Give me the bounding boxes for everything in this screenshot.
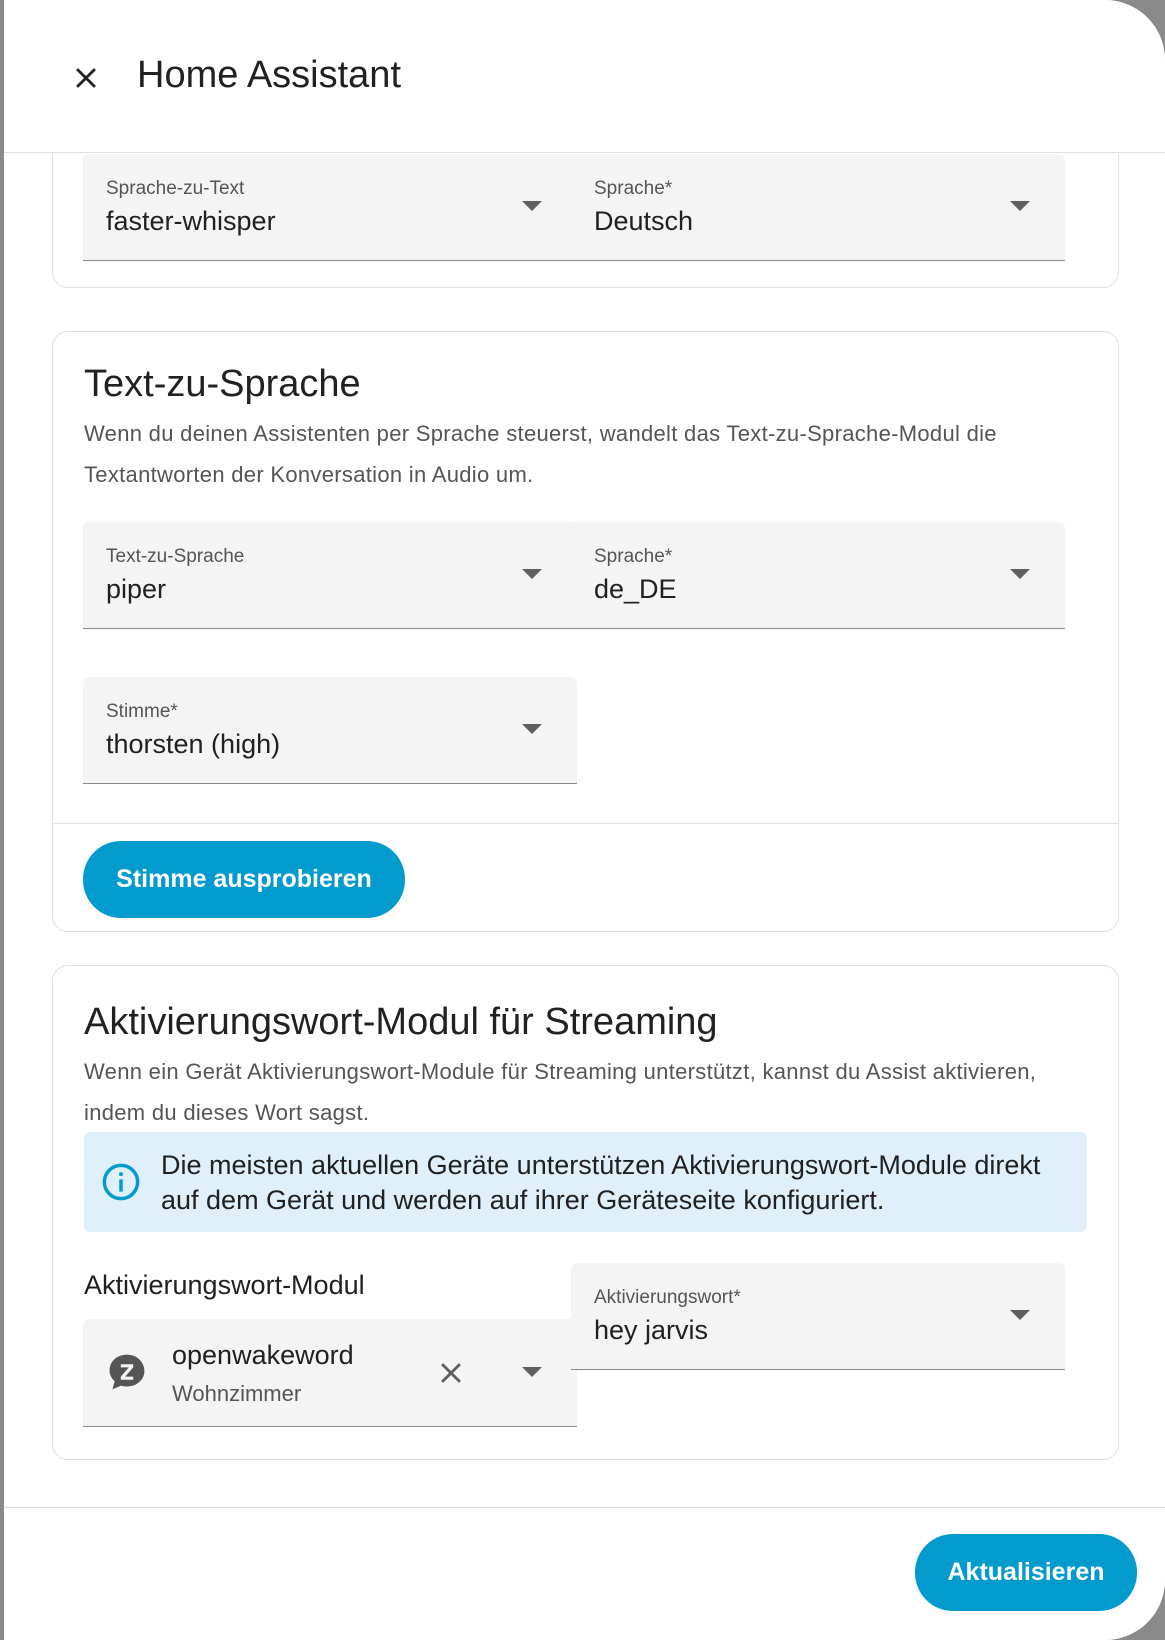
tts-voice-select[interactable] — [83, 677, 577, 784]
field-label: Stimme* — [106, 701, 178, 722]
dialog-title: Home Assistant — [137, 54, 401, 96]
chevron-down-icon — [1010, 1310, 1030, 1320]
try-voice-button[interactable]: Stimme ausprobieren — [83, 841, 405, 918]
dialog-content[interactable] — [4, 153, 1165, 1507]
field-label: Text-zu-Sprache — [106, 546, 245, 567]
chevron-down-icon — [522, 1367, 542, 1377]
tts-language-select[interactable] — [571, 522, 1065, 629]
info-text: Die meisten aktuellen Geräte unterstützen Aktivierungswort-Module direkt auf dem Gerät und werden auf ihrer Geräteseite konfiguriert. — [161, 1150, 1041, 1215]
field-label: Sprache-zu-Text — [106, 178, 245, 199]
chevron-down-icon — [1010, 201, 1030, 211]
dialog-footer — [4, 1507, 1165, 1640]
field-label: Sprache* — [594, 546, 673, 567]
section-title: Text-zu-Sprache — [84, 363, 361, 405]
tts-engine-select[interactable] — [83, 522, 577, 629]
chevron-down-icon — [1010, 569, 1030, 579]
field-value: thorsten (high) — [106, 729, 281, 759]
wake-word-card — [52, 965, 1119, 1460]
field-label: Sprache* — [594, 178, 673, 199]
field-label: Aktivierungswort* — [594, 1287, 741, 1308]
chevron-down-icon — [522, 724, 542, 734]
field-value: faster-whisper — [106, 206, 276, 236]
wake-module-area: Wohnzimmer — [172, 1381, 302, 1406]
wake-module-heading: Aktivierungswort-Modul — [84, 1270, 365, 1300]
update-button[interactable]: Aktualisieren — [915, 1534, 1137, 1611]
stt-engine-select[interactable] — [83, 154, 577, 261]
divider — [53, 823, 1118, 824]
close-button[interactable] — [58, 50, 114, 106]
wake-module-select[interactable] — [83, 1319, 577, 1427]
field-value: hey jarvis — [594, 1315, 709, 1345]
wake-word-select[interactable] — [571, 1263, 1065, 1370]
info-icon — [100, 1161, 142, 1203]
section-title: Aktivierungswort-Modul für Streaming — [84, 1001, 718, 1043]
close-icon — [69, 61, 103, 95]
field-value: de_DE — [594, 574, 677, 604]
field-value: piper — [106, 574, 167, 604]
field-value: Deutsch — [594, 206, 694, 236]
clear-icon[interactable] — [434, 1356, 468, 1390]
info-alert — [84, 1132, 1087, 1232]
stt-language-select[interactable] — [571, 154, 1065, 261]
wake-module-name: openwakeword — [172, 1340, 354, 1370]
wyoming-icon — [105, 1350, 149, 1394]
stt-card — [52, 153, 1119, 288]
dialog-header — [4, 0, 1165, 153]
dialog — [4, 0, 1165, 1640]
section-description: Wenn ein Gerät Aktivierungswort-Module für Streaming unterstützt, kannst du Assist aktivieren, indem du dieses Wort sagst. — [84, 1059, 1037, 1125]
tts-card — [52, 331, 1119, 932]
chevron-down-icon — [522, 569, 542, 579]
section-description: Wenn du deinen Assistenten per Sprache steuerst, wandelt das Text-zu-Sprache-Modul die Textantworten der Konversation in Audio um. — [84, 421, 997, 487]
chevron-down-icon — [522, 201, 542, 211]
